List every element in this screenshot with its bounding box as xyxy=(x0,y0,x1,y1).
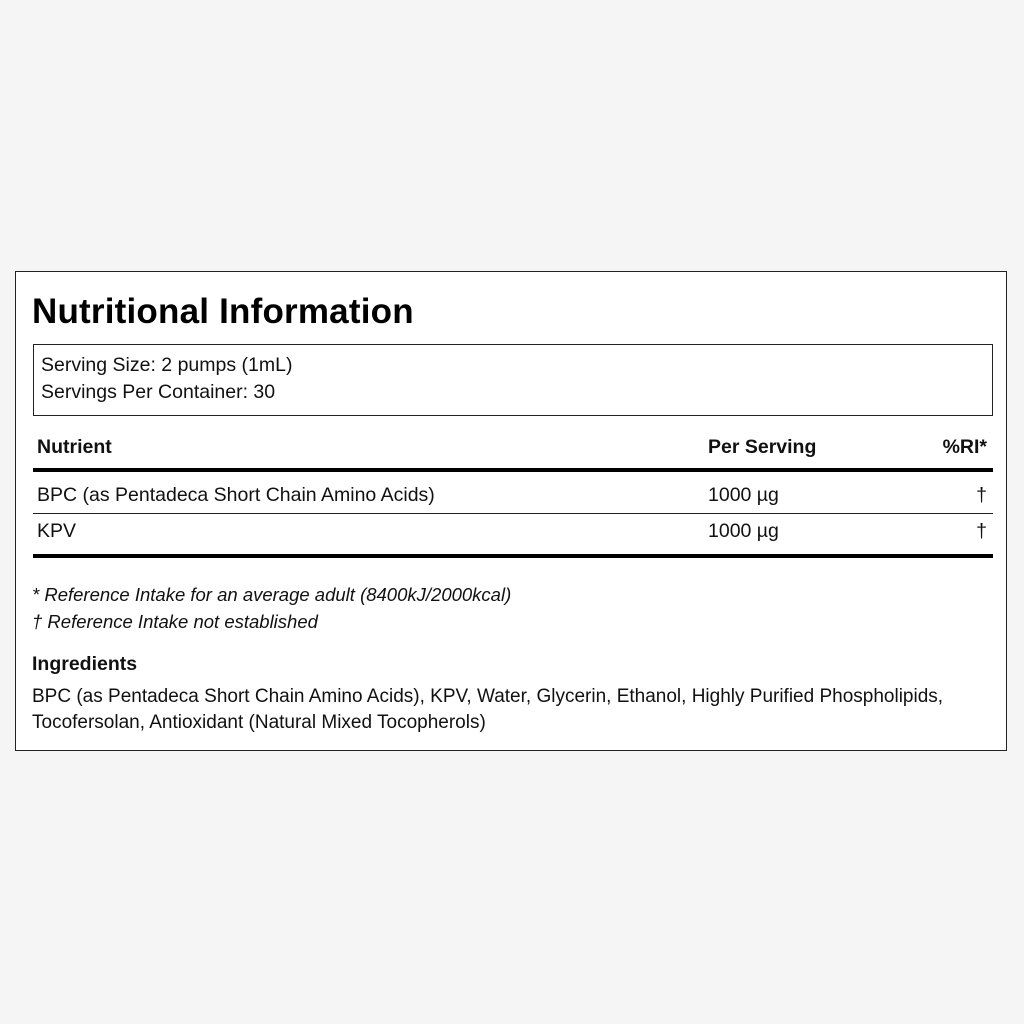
nutrient-amount: 1000 µg xyxy=(708,520,779,542)
nutrient-name: BPC (as Pentadeca Short Chain Amino Acids) xyxy=(37,484,435,506)
nutrient-name: KPV xyxy=(37,520,77,542)
table-row xyxy=(33,514,993,558)
serving-info-box xyxy=(33,344,993,416)
ingredients-heading: Ingredients xyxy=(32,653,138,675)
footnote-not-established: † Reference Intake not established xyxy=(32,611,318,632)
nutrient-ri: † xyxy=(976,520,987,542)
table-header-row xyxy=(33,428,993,472)
header-ri: %RI* xyxy=(942,436,987,458)
header-per-serving: Per Serving xyxy=(708,436,817,458)
nutrient-table xyxy=(33,428,993,558)
footnote-reference-intake: * Reference Intake for an average adult (8400kJ/2000kcal) xyxy=(32,584,512,605)
nutrition-label-panel xyxy=(15,271,1007,751)
table-row xyxy=(33,472,993,514)
serving-size-text: Serving Size: 2 pumps (1mL) xyxy=(41,354,293,376)
servings-per-container-text: Servings Per Container: 30 xyxy=(41,381,276,403)
nutrient-ri: † xyxy=(976,484,987,506)
nutrient-amount: 1000 µg xyxy=(708,484,779,506)
page-title: Nutritional Information xyxy=(32,292,414,331)
footnotes xyxy=(32,581,511,635)
ingredients-text: BPC (as Pentadeca Short Chain Amino Acids), KPV, Water, Glycerin, Ethanol, Highly Purified Phospholipids, Tocofersolan, Antioxidant (Natural Mixed Tocopherols) xyxy=(32,686,944,733)
header-nutrient: Nutrient xyxy=(37,436,112,458)
